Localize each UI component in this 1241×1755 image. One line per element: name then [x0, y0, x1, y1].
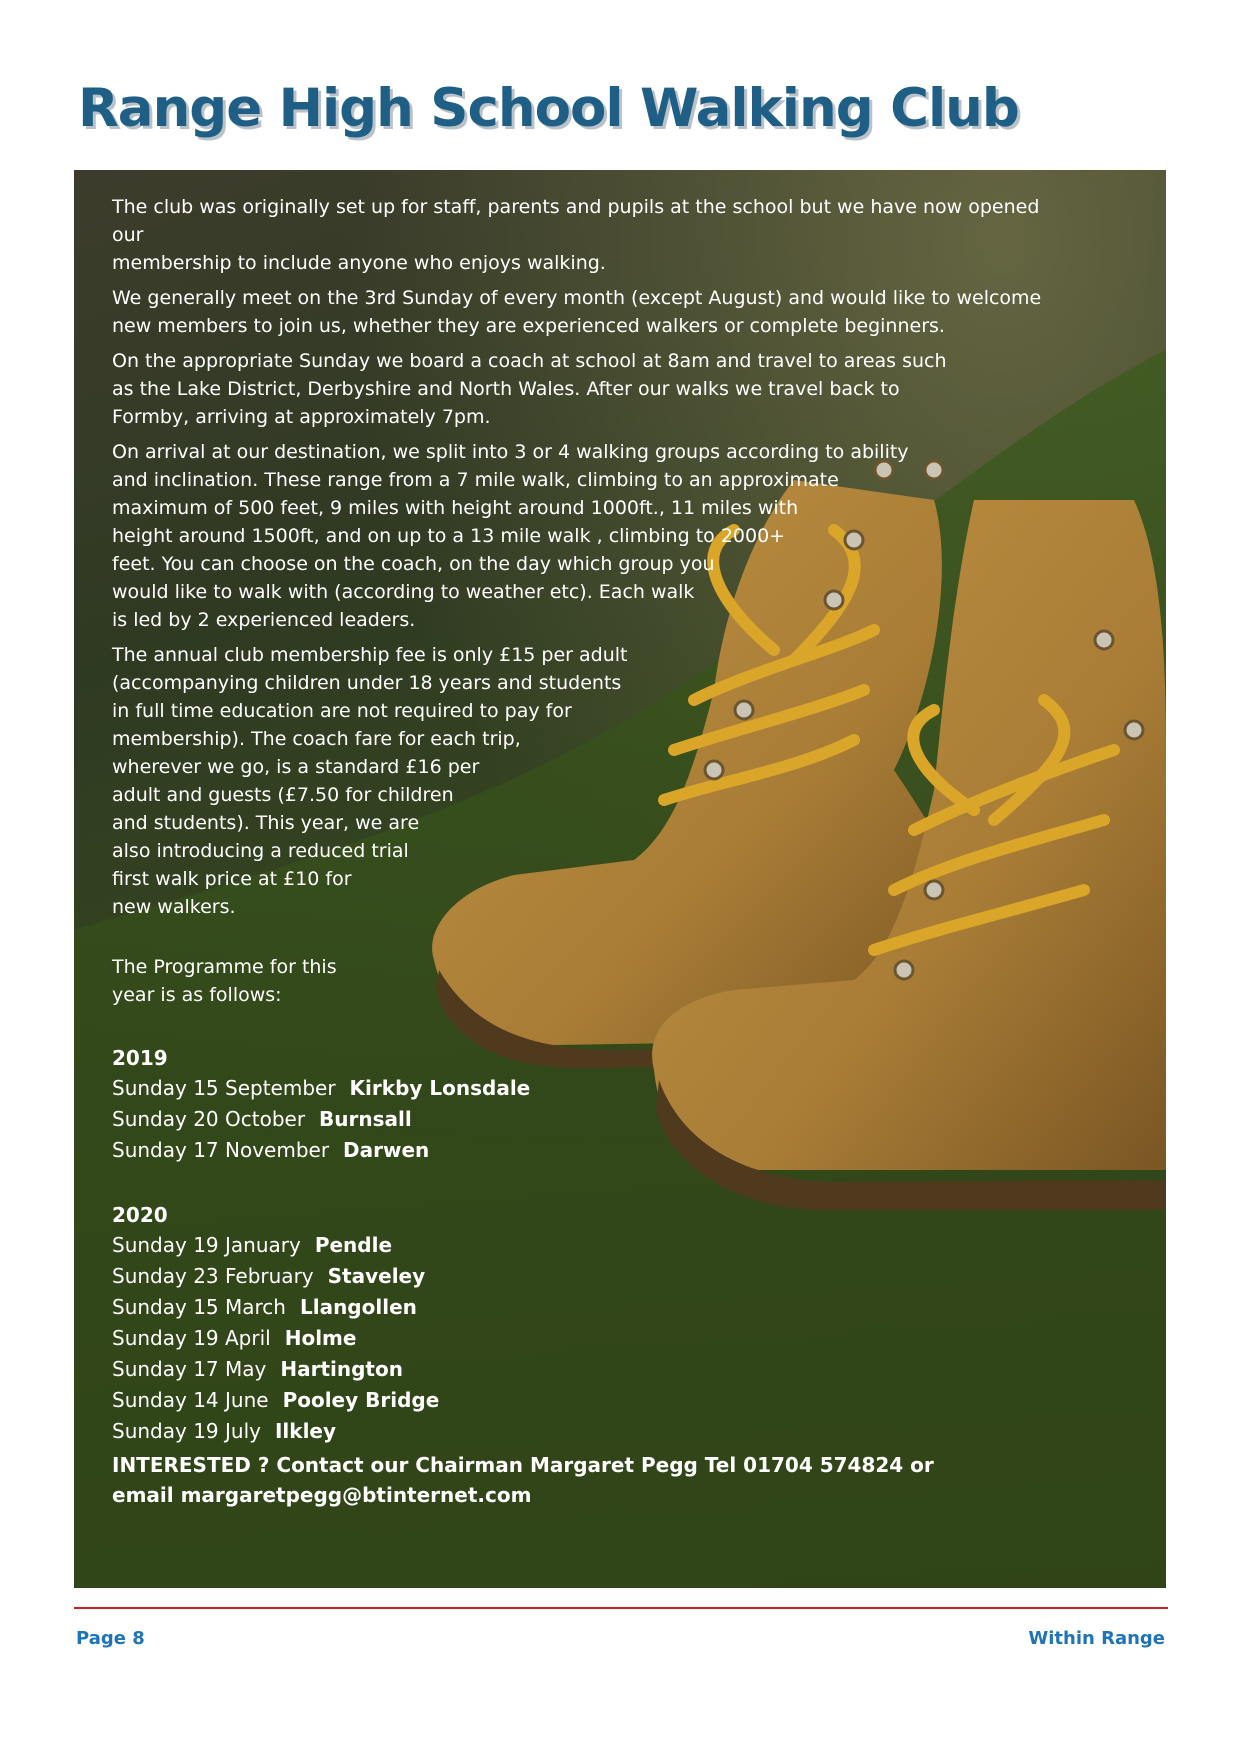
paragraph-3: On the appropriate Sunday we board a coach at school at 8am and travel to areas such as the Lake District, Derbyshire and North Wales. After our walks we travel back to Formby, arriving at approximately 7pm. — [112, 350, 947, 428]
article-body — [112, 193, 1072, 1447]
paragraph-4: On arrival at our destination, we split into 3 or 4 walking groups according to ability and inclination. These range from a 7 mile walk, climbing to an approximate maximum of 500 feet, 9 miles with height around 1000ft., 11 miles with height around 1500ft, and on up to a 13 mile walk , climbing to 2000+ feet. You can choose on the coach, on the day which group you would like to walk with (according to weather etc). Each walk is led by 2 experienced leaders. — [112, 441, 909, 631]
walk-row: Sunday 14 June Pooley Bridge — [112, 1388, 440, 1412]
walk-row: Sunday 19 April Holme — [112, 1326, 357, 1350]
contact-info: INTERESTED ? Contact our Chairman Margaret Pegg Tel 01704 574824 or email margaretpegg@btinternet.com — [112, 1453, 934, 1507]
walk-row: Sunday 15 September Kirkby Lonsdale — [112, 1076, 531, 1100]
paragraph-2: We generally meet on the 3rd Sunday of every month (except August) and would like to welcome new members to join us, whether they are experienced walkers or complete beginners. — [112, 287, 1042, 337]
paragraph-1: The club was originally set up for staff, parents and pupils at the school but we have now opened our membership to include anyone who enjoys walking. — [112, 196, 1040, 274]
walk-row: Sunday 15 March Llangollen — [112, 1295, 417, 1319]
paragraph-5: The annual club membership fee is only £15 per adult (accompanying children under 18 years and students in full time education are not required to pay for membership). The coach fare for each trip, wherever we go, is a standard £16 per adult and guests (£7.50 for children and students). This year, we are also introducing a reduced trial first walk price at £10 for new walkers. — [112, 644, 628, 918]
page-number: Page 8 — [76, 1628, 145, 1649]
year-heading-2019: 2019 — [112, 1046, 168, 1070]
programme-intro: The Programme for this year is as follows: — [112, 956, 337, 1006]
footer-divider — [74, 1607, 1168, 1609]
page-title: Range High School Walking Club — [78, 78, 1019, 139]
walk-row: Sunday 19 July Ilkley — [112, 1419, 337, 1443]
email-link[interactable]: email margaretpegg@btinternet.com — [112, 1483, 532, 1507]
walk-row: Sunday 20 October Burnsall — [112, 1107, 412, 1131]
publication-name: Within Range — [1028, 1628, 1165, 1649]
walk-row: Sunday 17 May Hartington — [112, 1357, 403, 1381]
walk-row: Sunday 17 November Darwen — [112, 1138, 430, 1162]
year-heading-2020: 2020 — [112, 1203, 168, 1227]
walk-row: Sunday 19 January Pendle — [112, 1233, 393, 1257]
walk-row: Sunday 23 February Staveley — [112, 1264, 426, 1288]
